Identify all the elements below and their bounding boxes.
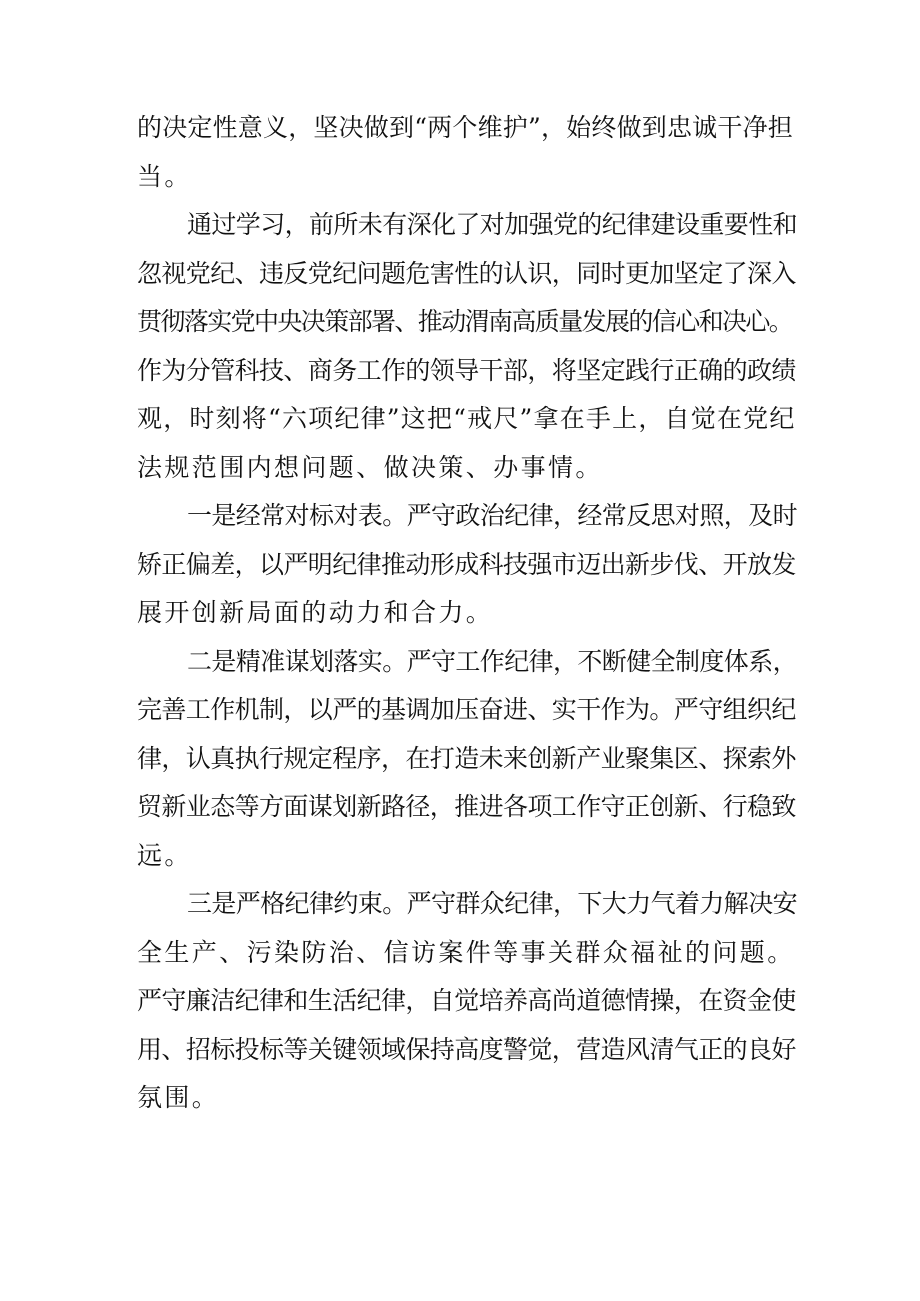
text-line: 的决定性意义，坚决做到“两个维护”，始终做到忠诚干净担 [137, 113, 793, 142]
text-line: 贸新业态等方面谋划新路径，推进各项工作守正创新、行稳致 [137, 792, 796, 821]
text-line: 律，认真执行规定程序，在打造未来创新产业聚集区、探索外 [137, 743, 796, 773]
document-body [137, 104, 797, 1123]
text-line: 二是精准谋划落实。严守工作纪律，不断健全制度体系， [187, 646, 798, 676]
paragraph-6 [137, 977, 797, 1123]
text-line: 矫正偏差，以严明纪律推动形成科技强市迈出新步伐、开放发 [137, 549, 796, 579]
text-line: 严守廉洁纪律和生活纪律，自觉培养高尚道德情操，在资金使 [137, 986, 796, 1015]
text-line: 一是经常对标对表。严守政治纪律，经常反思对照，及时 [187, 501, 798, 530]
text-line: 通过学习，前所未有深化了对加强党的纪律建设重要性和 [187, 210, 798, 239]
text-line: 作为分管科技、商务工作的领导干部，将坚定践行正确的政绩 [137, 355, 796, 385]
paragraph-3 [137, 492, 797, 638]
text-line: 忽视党纪、违反党纪问题危害性的认识，同时更加坚定了深入 [137, 258, 796, 288]
text-line: 观，时刻将“六项纪律”这把“戒尺”拿在手上，自觉在党纪 [137, 404, 796, 433]
text-line: 完善工作机制，以严的基调加压奋进、实干作为。严守组织纪 [137, 695, 796, 724]
paragraph-2 [137, 201, 797, 492]
text-line: 贯彻落实党中央决策部署、推动渭南高质量发展的信心和决心。 [137, 307, 793, 336]
text-line: 用、招标投标等关键领域保持高度警觉，营造风清气正的良好 [137, 1034, 796, 1064]
paragraph-4 [137, 638, 797, 881]
text-line: 远。 [137, 840, 192, 870]
text-line: 氛围。 [137, 1083, 220, 1112]
paragraph-5 [137, 880, 797, 977]
text-line: 当。 [137, 161, 192, 191]
text-line: 三是严格纪律约束。严守群众纪律，下大力气着力解决安 [187, 889, 798, 918]
text-line: 全生产、污染防治、信访案件等事关群众福祉的问题。 [137, 937, 795, 967]
paragraph-1 [137, 104, 797, 201]
text-line: 展开创新局面的动力和合力。 [137, 598, 494, 627]
text-line: 法规范围内想问题、做决策、办事情。 [137, 452, 603, 482]
